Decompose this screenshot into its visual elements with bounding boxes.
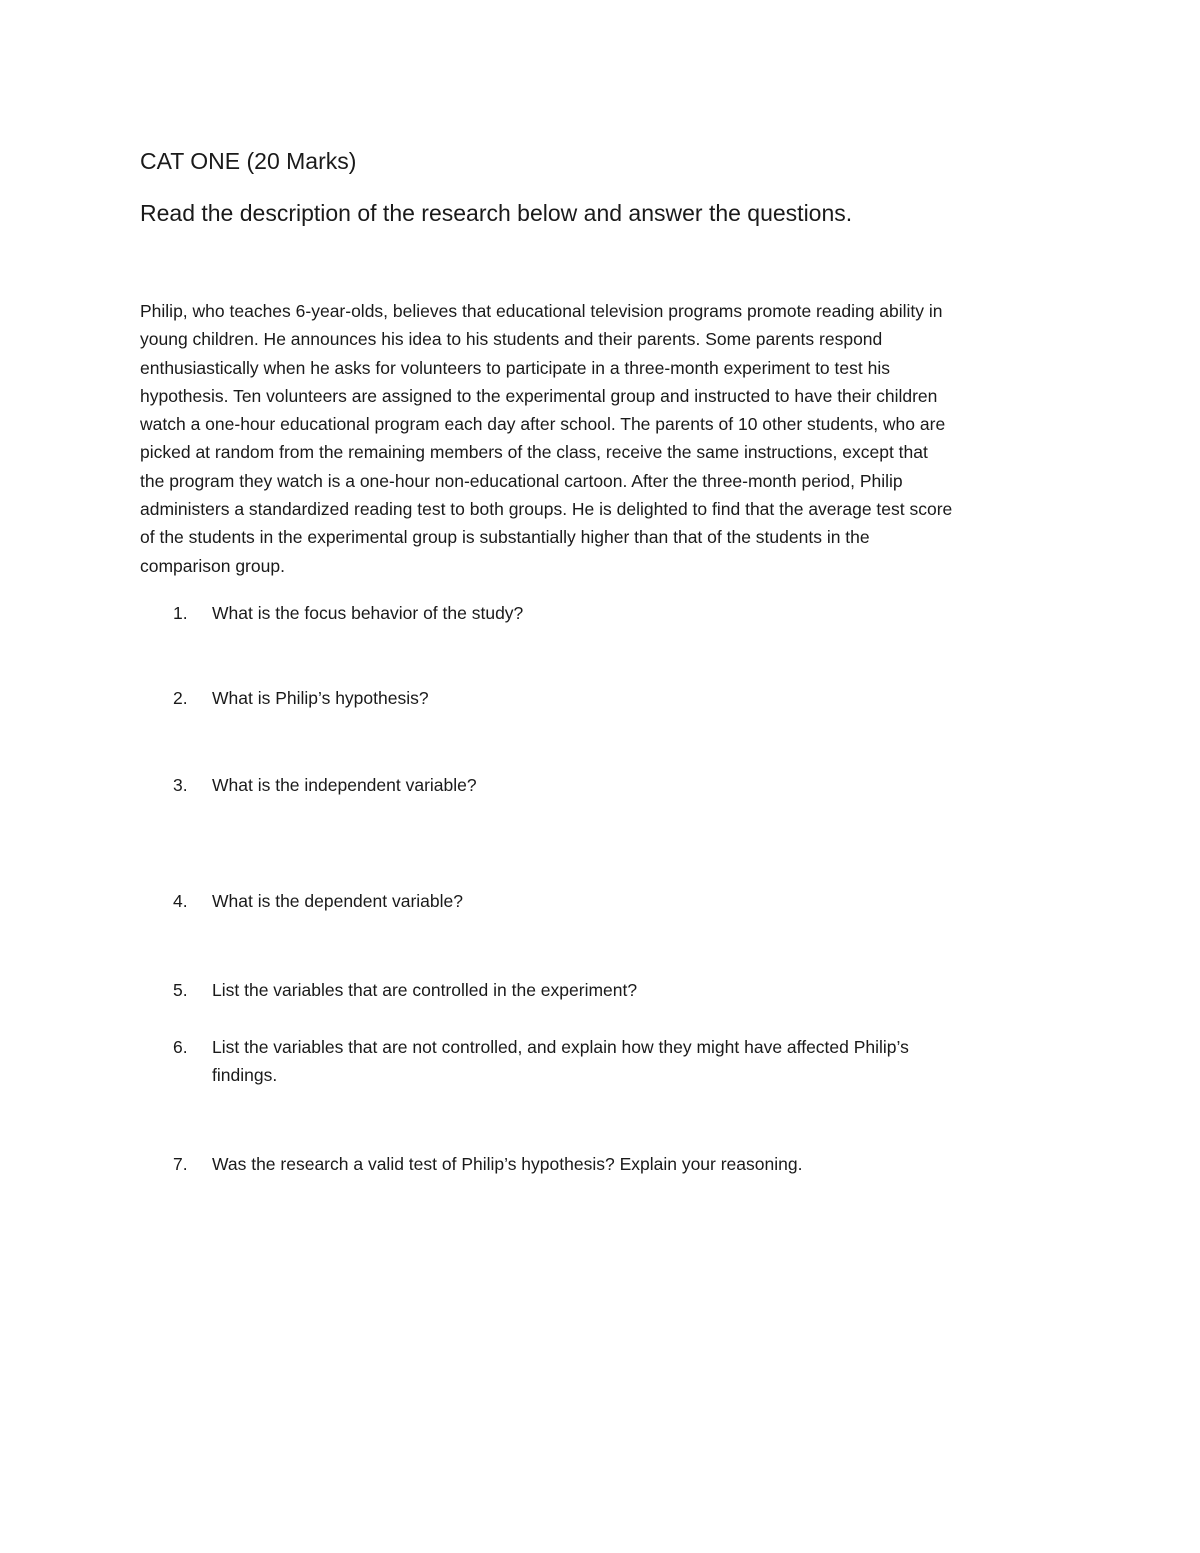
research-passage <box>140 297 1080 580</box>
passage-line: the program they watch is a one-hour non-educational cartoon. After the three-month period, Philip <box>140 470 903 491</box>
question-number: 2. <box>173 688 188 708</box>
question-number: 1. <box>173 603 188 623</box>
passage-line: Philip, who teaches 6-year-olds, believes that educational television programs promote reading ability in <box>140 301 943 321</box>
question-line: List the variables that are controlled in the experiment? <box>212 980 638 1000</box>
question-number: 4. <box>173 891 188 911</box>
passage-line: picked at random from the remaining members of the class, receive the same instructions, except that <box>140 442 928 463</box>
question-number: 3. <box>173 775 188 795</box>
question-line: Was the research a valid test of Philip’s hypothesis? Explain your reasoning. <box>212 1154 803 1174</box>
passage-line: administers a standardized reading test to both groups. He is delighted to find that the average test score <box>140 499 953 520</box>
question-line: findings. <box>212 1065 278 1086</box>
passage-line: watch a one-hour educational program each day after school. The parents of 10 other students, who are <box>140 414 946 435</box>
question-text <box>212 976 1092 1004</box>
question-line: What is the focus behavior of the study? <box>212 603 524 623</box>
page-title: CAT ONE (20 Marks) <box>140 148 357 174</box>
question-line: List the variables that are not controlled, and explain how they might have affected Philip’s <box>212 1037 909 1057</box>
question-text <box>212 887 1092 915</box>
question-line: What is Philip’s hypothesis? <box>212 688 429 708</box>
question-text <box>212 1033 1092 1090</box>
instruction-text: Read the description of the research below and answer the questions. <box>140 200 853 226</box>
passage-line: hypothesis. Ten volunteers are assigned to the experimental group and instructed to have their children <box>140 385 938 406</box>
question-number: 7. <box>173 1154 188 1174</box>
question-number: 5. <box>173 980 188 1000</box>
passage-line: comparison group. <box>140 555 285 576</box>
question-number: 6. <box>173 1037 188 1057</box>
question-text <box>212 771 1092 799</box>
passage-line: of the students in the experimental group is substantially higher than that of the students in the <box>140 527 870 548</box>
passage-line: young children. He announces his idea to his students and their parents. Some parents respond <box>140 329 883 350</box>
question-text <box>212 599 1092 627</box>
question-text <box>212 684 1092 712</box>
question-line: What is the dependent variable? <box>212 891 463 911</box>
passage-line: enthusiastically when he asks for volunteers to participate in a three-month experiment to test his <box>140 357 890 378</box>
question-line: What is the independent variable? <box>212 775 477 795</box>
question-text <box>212 1150 1092 1178</box>
